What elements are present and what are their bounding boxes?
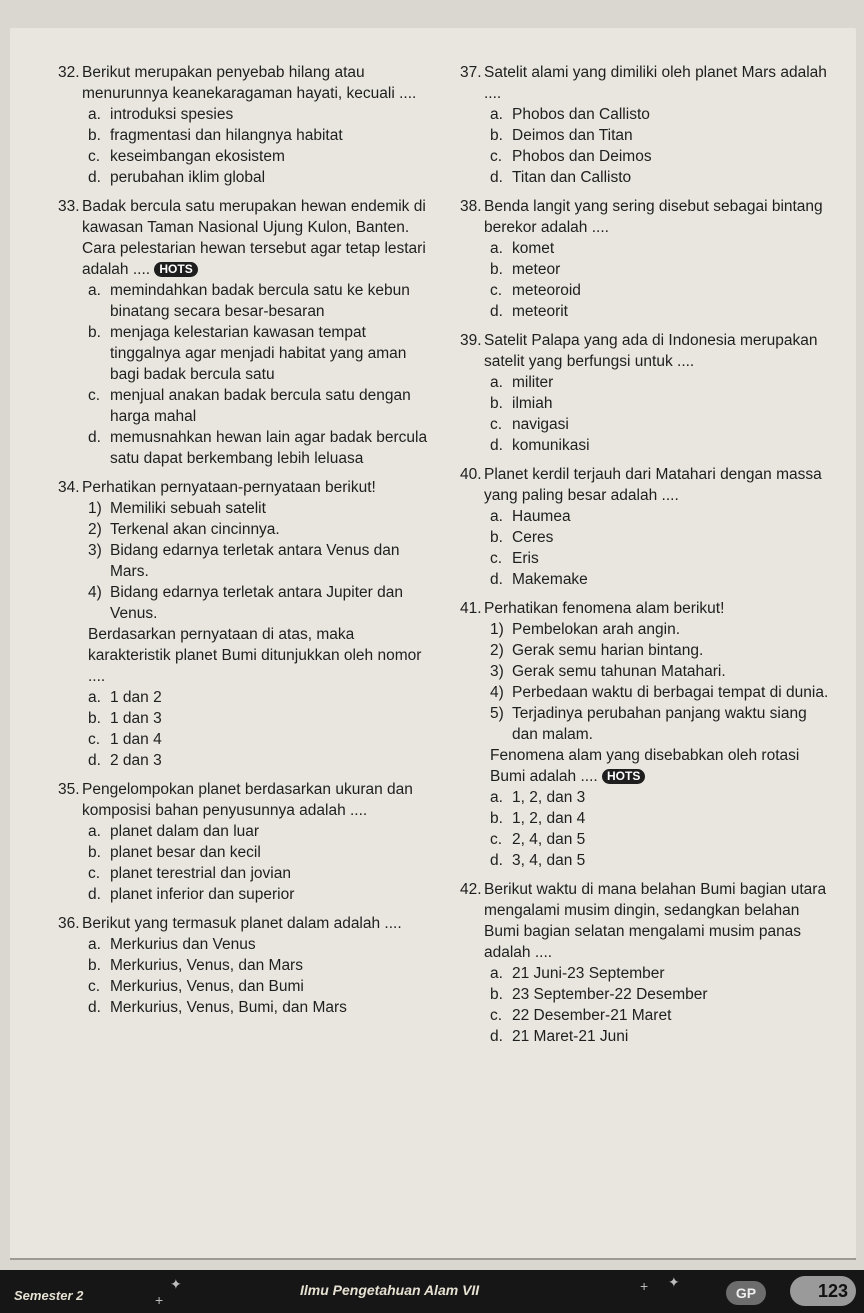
question-38	[460, 196, 836, 322]
statement-item: 1) Pembelokan arah angin.	[490, 621, 681, 638]
statement-item: 1) Memiliki sebuah satelit	[88, 500, 266, 517]
question-40	[460, 464, 836, 590]
option-d: d. planet inferior dan superior	[88, 886, 295, 903]
option-a: a. planet dalam dan luar	[88, 823, 260, 840]
option-b: b. ilmiah	[490, 395, 553, 412]
question-number: 39.	[460, 332, 482, 349]
option-c: c. 22 Desember-21 Maret	[490, 1007, 672, 1024]
option-c: c. Merkurius, Venus, dan Bumi	[88, 978, 304, 995]
question-36	[58, 913, 438, 1018]
question-35	[58, 779, 438, 905]
option-b: b. planet besar dan kecil	[88, 844, 261, 861]
option-b: b. 1 dan 3	[88, 710, 162, 727]
question-number: 37.	[460, 64, 482, 81]
option-b: b. Ceres	[490, 529, 554, 546]
statement-item: 3) Bidang edarnya terletak antara Venus dan Mars.	[88, 542, 400, 580]
page-number: 123	[790, 1276, 856, 1306]
question-stem: Berikut merupakan penyebab hilang atau menurunnya keanekaragaman hayati, kecuali ....	[82, 64, 417, 102]
question-41	[460, 598, 836, 871]
question-42	[460, 879, 836, 1047]
option-a: a. Haumea	[490, 508, 571, 525]
option-c: c. navigasi	[490, 416, 569, 433]
question-prompt: Berdasarkan pernyataan di atas, maka karakteristik planet Bumi ditunjukkan oleh nomor ....	[88, 626, 422, 685]
option-a: a. 1, 2, dan 3	[490, 789, 586, 806]
question-number: 35.	[58, 781, 80, 798]
option-d: d. 2 dan 3	[88, 752, 162, 769]
option-a: a. 1 dan 2	[88, 689, 162, 706]
question-stem: Planet kerdil terjauh dari Matahari dengan massa yang paling besar adalah ....	[484, 466, 822, 504]
option-c: c. menjual anakan badak bercula satu dengan harga mahal	[88, 387, 411, 425]
sparkle-icon: ✦	[668, 1274, 680, 1290]
question-number: 34.	[58, 479, 80, 496]
publisher-logo: GP	[726, 1281, 766, 1305]
question-stem: Perhatikan fenomena alam berikut!	[484, 600, 725, 617]
option-a: a. introduksi spesies	[88, 106, 234, 123]
option-d: d. 3, 4, dan 5	[490, 852, 586, 869]
option-b: b. 23 September-22 Desember	[490, 986, 708, 1003]
semester-label: Semester 2	[14, 1288, 84, 1303]
option-c: c. keseimbangan ekosistem	[88, 148, 285, 165]
option-b: b. meteor	[490, 261, 561, 278]
option-d: d. meteorit	[490, 303, 568, 320]
sparkle-icon: ✦	[170, 1276, 182, 1292]
question-32	[58, 62, 438, 188]
statement-item: 4) Bidang edarnya terletak antara Jupiter dan Venus.	[88, 584, 403, 622]
option-d: d. Titan dan Callisto	[490, 169, 632, 186]
option-d: d. 21 Maret-21 Juni	[490, 1028, 629, 1045]
statement-item: 2) Terkenal akan cincinnya.	[88, 521, 280, 538]
option-b: b. 1, 2, dan 4	[490, 810, 586, 827]
option-d: d. perubahan iklim global	[88, 169, 266, 186]
question-number: 38.	[460, 198, 482, 215]
question-stem: Satelit Palapa yang ada di Indonesia merupakan satelit yang berfungsi untuk ....	[484, 332, 818, 370]
question-number: 33.	[58, 198, 80, 215]
option-d: d. Merkurius, Venus, Bumi, dan Mars	[88, 999, 347, 1016]
statement-item: 4) Perbedaan waktu di berbagai tempat di dunia.	[490, 684, 829, 701]
option-b: b. fragmentasi dan hilangnya habitat	[88, 127, 343, 144]
page-divider	[10, 1258, 856, 1260]
question-stem: Berikut waktu di mana belahan Bumi bagian utara mengalami musim dingin, sedangkan belahan Bumi bagian selatan mengalami musim panas adalah ....	[484, 881, 827, 961]
question-number: 36.	[58, 915, 80, 932]
question-33	[58, 196, 438, 469]
option-d: d. memusnahkan hewan lain agar badak bercula satu dapat berkembang lebih leluasa	[88, 429, 428, 467]
question-stem: Perhatikan pernyataan-pernyataan berikut!	[82, 479, 376, 496]
sparkle-icon: +	[155, 1292, 164, 1308]
statement-item: 3) Gerak semu tahunan Matahari.	[490, 663, 726, 680]
option-a: a. militer	[490, 374, 554, 391]
option-b: b. menjaga kelestarian kawasan tempat tinggalnya agar menjadi habitat yang aman bagi badak bercula satu	[88, 324, 407, 383]
question-prompt: Fenomena alam yang disebabkan oleh rotasi Bumi adalah ....	[490, 747, 800, 785]
question-stem: Badak bercula satu merupakan hewan endemik di kawasan Taman Nasional Ujung Kulon, Banten. Cara pelestarian hewan tersebut agar tetap lestari adalah ....	[82, 198, 426, 278]
left-column	[58, 62, 438, 1026]
option-a: a. Phobos dan Callisto	[490, 106, 650, 123]
option-c: c. Phobos dan Deimos	[490, 148, 652, 165]
option-b: b. Deimos dan Titan	[490, 127, 633, 144]
subject-title: Ilmu Pengetahuan Alam VII	[300, 1282, 480, 1298]
question-stem: Berikut yang termasuk planet dalam adalah ....	[82, 915, 402, 932]
question-number: 42.	[460, 881, 482, 898]
hots-badge: HOTS	[154, 262, 197, 277]
question-number: 32.	[58, 64, 80, 81]
option-a: a. memindahkan badak bercula satu ke kebun binatang secara besar-besaran	[88, 282, 410, 320]
question-stem: Satelit alami yang dimiliki oleh planet Mars adalah ....	[484, 64, 827, 102]
question-stem: Pengelompokan planet berdasarkan ukuran dan komposisi bahan penyusunnya adalah ....	[82, 781, 413, 819]
option-d: d. Makemake	[490, 571, 588, 588]
hots-badge: HOTS	[602, 769, 645, 784]
page-footer	[0, 1270, 864, 1313]
option-d: d. komunikasi	[490, 437, 590, 454]
statement-item: 5) Terjadinya perubahan panjang waktu siang dan malam.	[490, 705, 807, 743]
option-c: c. 1 dan 4	[88, 731, 162, 748]
question-stem: Benda langit yang sering disebut sebagai bintang berekor adalah ....	[484, 198, 823, 236]
question-number: 41.	[460, 600, 482, 617]
question-39	[460, 330, 836, 456]
option-c: c. Eris	[490, 550, 539, 567]
sparkle-icon: +	[640, 1278, 649, 1294]
option-c: c. meteoroid	[490, 282, 581, 299]
right-column	[460, 62, 836, 1055]
statement-item: 2) Gerak semu harian bintang.	[490, 642, 704, 659]
option-a: a. 21 Juni-23 September	[490, 965, 665, 982]
option-b: b. Merkurius, Venus, dan Mars	[88, 957, 303, 974]
question-number: 40.	[460, 466, 482, 483]
question-37	[460, 62, 836, 188]
option-c: c. 2, 4, dan 5	[490, 831, 586, 848]
option-a: a. komet	[490, 240, 555, 257]
question-34	[58, 477, 438, 771]
option-a: a. Merkurius dan Venus	[88, 936, 256, 953]
option-c: c. planet terestrial dan jovian	[88, 865, 291, 882]
